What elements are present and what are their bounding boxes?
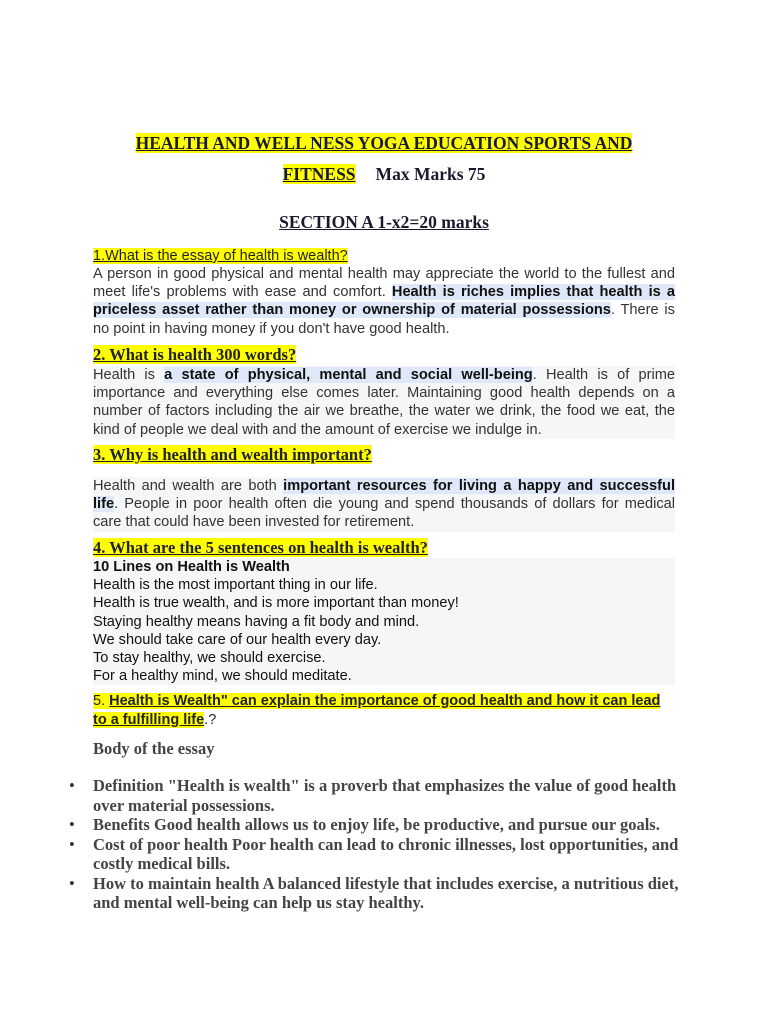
bullet-text: Cost of poor health Poor health can lead to chronic illnesses, lost opportunities, and costly medical bills. [93, 834, 679, 873]
bullet-dot-icon: • [69, 834, 75, 854]
ten-lines-list [93, 558, 675, 685]
question-5 [93, 692, 675, 729]
essay-bullet-list [69, 776, 683, 913]
bullet-dot-icon: • [69, 815, 75, 834]
list-item: We should take care of our health every day. [93, 631, 382, 648]
bullet-text: Benefits Good health allows us to enjoy life, be productive, and pursue our goals. [93, 815, 660, 834]
answer-1-end: . There is no point in having money if you don't have good health. [93, 302, 675, 337]
question-5-end: .? [204, 711, 217, 728]
essay-body-heading: Body of the essay [93, 739, 215, 758]
question-5-number: 5. [93, 693, 110, 709]
answer-3-highlight: important resources for living a happy and successful life [93, 478, 675, 513]
document-title-line-2 [93, 163, 675, 185]
answer-1-intro: A person in good physical and mental health may appreciate the world to the fullest and meet life's problems with ease and comfort. [93, 266, 675, 301]
bullet-text: Definition "Health is wealth" is a proverb that emphasizes the value of good health over material possessions. [93, 776, 677, 815]
list-item: Staying healthy means having a fit body and mind. [93, 613, 420, 630]
question-2-text: 2. What is health 300 words? [93, 345, 297, 364]
bullet-dot-icon: • [69, 776, 75, 795]
answer-3-intro: Health and wealth are both [93, 478, 284, 494]
question-3-text: Why is health and wealth important? [105, 445, 372, 464]
question-2 [93, 345, 675, 365]
bullet-text: How to maintain health A balanced lifestyle that includes exercise, a nutritious diet, and mental well-being can help us stay healthy. [93, 873, 679, 912]
bullet-item [69, 873, 683, 913]
max-marks: Max Marks 75 [375, 164, 486, 184]
question-1-text: 1.What is the essay of health is wealth? [93, 248, 348, 264]
answer-2 [93, 366, 675, 439]
ten-lines-heading: 10 Lines on Health is Wealth [93, 559, 290, 575]
title-line-1: HEALTH AND WELL NESS YOGA EDUCATION SPORTS AND [135, 133, 633, 153]
title-fitness: FITNESS [282, 164, 356, 184]
answer-3 [93, 477, 675, 532]
list-item: Health is the most important thing in our life. [93, 577, 378, 594]
bullet-item [69, 776, 683, 815]
answer-1 [93, 265, 675, 338]
list-item: To stay healthy, we should exercise. [93, 650, 326, 667]
answer-2-intro: Health is [93, 367, 165, 383]
section-heading: SECTION A 1-x2=20 marks [279, 212, 489, 232]
bullet-dot-icon: • [69, 873, 75, 893]
answer-1-highlight: Health is riches implies that health is a priceless asset rather than money or ownership of material possessions [93, 284, 676, 319]
question-1 [93, 247, 675, 265]
document-title [93, 132, 675, 154]
answer-3-end: . People in poor health often die young and spend thousands of dollars for medical care that could have been invested for retirement. [93, 496, 675, 531]
question-3-number: 3. [93, 445, 106, 464]
question-3 [93, 445, 675, 465]
answer-2-highlight: a state of physical, mental and social well-being [164, 367, 533, 383]
bullet-item [69, 834, 683, 874]
question-3-box [93, 445, 372, 464]
list-item: For a healthy mind, we should meditate. [93, 668, 352, 685]
answer-2-end: . Health is of prime importance and everything else comes later. Maintaining good health depends on a number of factors including the air we breathe, the water we drink, the food we eat, the kind of people we deal with and the amount of exercise we indulge in. [93, 367, 675, 438]
bullet-item [69, 815, 683, 835]
question-4 [93, 538, 675, 558]
list-item: Health is true wealth, and is more important than money! [93, 595, 459, 612]
question-5-text: Health is Wealth" can explain the importance of good health and how it can lead to a fulfilling life [93, 693, 661, 728]
question-4-text: 4. What are the 5 sentences on health is wealth? [93, 538, 428, 557]
